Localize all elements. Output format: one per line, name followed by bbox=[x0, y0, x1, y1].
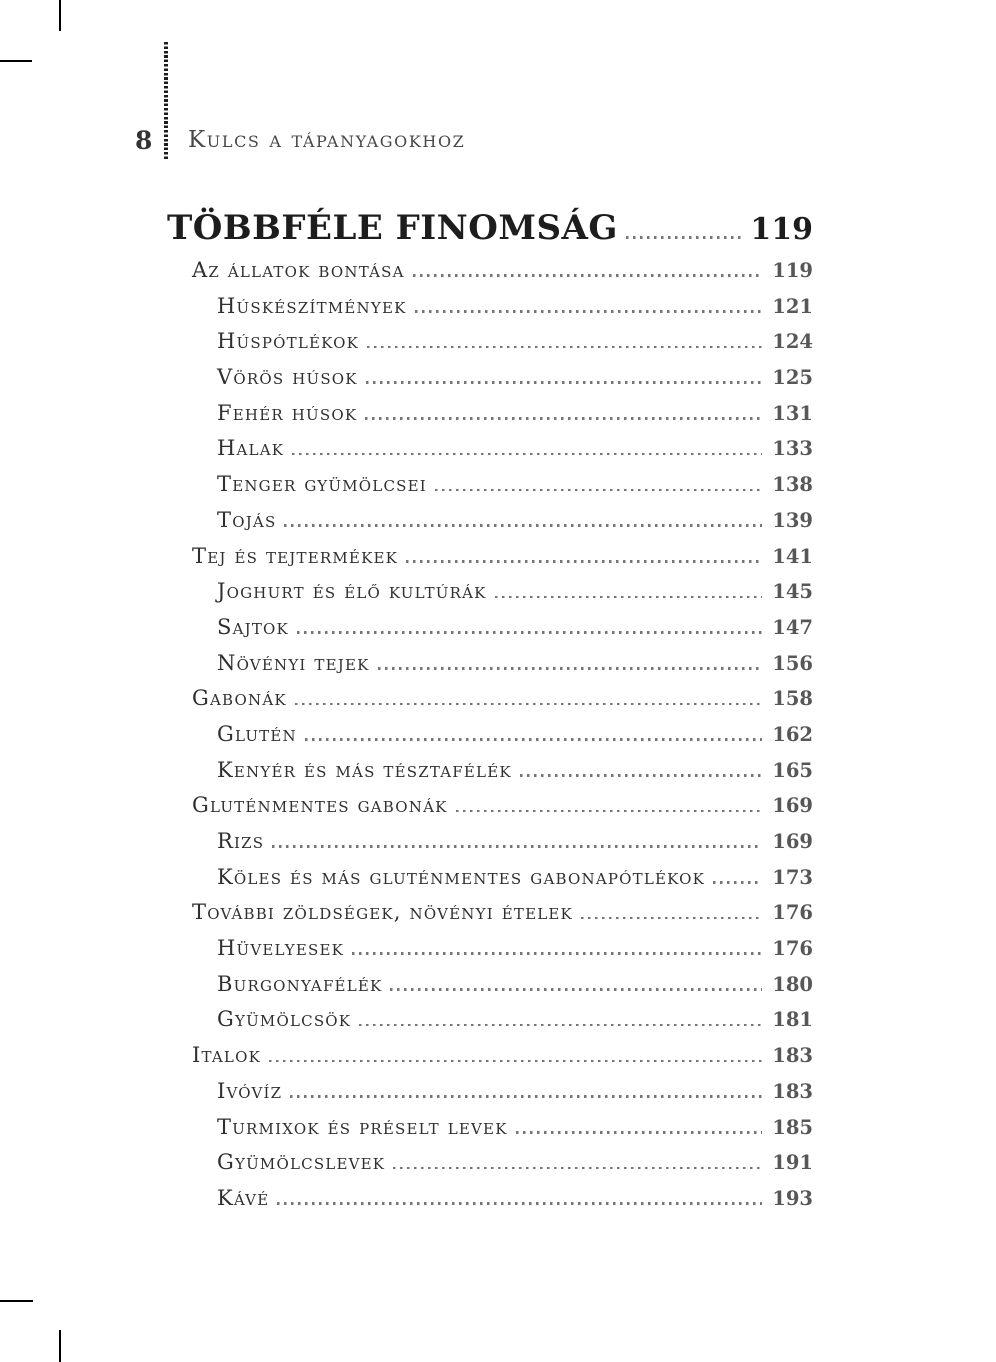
toc-entry-label: Köles és más gluténmentes gabonapótlékok bbox=[217, 864, 706, 889]
toc-entry bbox=[167, 253, 813, 289]
header-dotted-rule bbox=[164, 42, 168, 161]
toc-entry bbox=[167, 646, 813, 682]
crop-mark-top-horizontal bbox=[0, 60, 32, 62]
leader-dots bbox=[272, 845, 762, 848]
toc-entry-label: Tenger gyümölcsei bbox=[217, 472, 427, 497]
leader-dots bbox=[581, 917, 762, 920]
toc-entry-label: Hüvelyesek bbox=[217, 936, 345, 961]
leader-dots bbox=[352, 952, 762, 955]
toc-entry bbox=[167, 681, 813, 717]
leader-dots bbox=[367, 346, 762, 349]
toc-entry bbox=[167, 574, 813, 610]
toc-entry-page-number: 183 bbox=[772, 1044, 813, 1068]
toc-entry-page-number: 191 bbox=[772, 1151, 813, 1175]
toc-entry bbox=[167, 717, 813, 753]
chapter-title: TÖBBFÉLE FINOMSÁG bbox=[167, 208, 618, 248]
leader-dots bbox=[292, 453, 762, 456]
toc-entry-label: Joghurt és élő kultúrák bbox=[217, 579, 487, 604]
toc-entry-label: Gabonák bbox=[192, 686, 287, 711]
leader-dots bbox=[365, 417, 762, 420]
toc-entry bbox=[167, 967, 813, 1003]
toc-entry-page-number: 124 bbox=[772, 330, 813, 354]
leader-dots bbox=[393, 1167, 762, 1170]
leader-dots bbox=[435, 489, 762, 492]
leader-dots bbox=[495, 596, 762, 599]
toc-entry bbox=[167, 610, 813, 646]
toc-entry-label: Kenyér és más tésztafélék bbox=[217, 757, 512, 782]
leader-dots bbox=[626, 236, 743, 239]
toc-entry-page-number: 138 bbox=[772, 473, 813, 497]
toc-entry bbox=[167, 431, 813, 467]
leader-dots bbox=[366, 381, 762, 384]
crop-mark-top-vertical bbox=[59, 0, 61, 31]
toc-entry bbox=[167, 1110, 813, 1146]
toc-entry bbox=[167, 289, 813, 325]
toc-entry-page-number: 173 bbox=[772, 865, 813, 889]
toc-entry bbox=[167, 895, 813, 931]
toc-entry bbox=[167, 753, 813, 789]
toc-entry-label: Fehér húsok bbox=[217, 400, 358, 425]
toc-entry-label: Burgonyafélék bbox=[217, 971, 383, 996]
toc-entry-page-number: 169 bbox=[772, 794, 813, 818]
toc-entry-page-number: 131 bbox=[772, 401, 813, 425]
toc-entry-label: Turmixok és préselt levek bbox=[217, 1114, 508, 1139]
table-of-contents bbox=[167, 203, 813, 1217]
toc-entry-page-number: 162 bbox=[772, 722, 813, 746]
toc-entry bbox=[167, 1074, 813, 1110]
toc-entry-page-number: 141 bbox=[772, 544, 813, 568]
chapter-page-number: 119 bbox=[750, 212, 813, 247]
toc-entry bbox=[167, 788, 813, 824]
toc-entry-page-number: 181 bbox=[772, 1008, 813, 1032]
leader-dots bbox=[413, 274, 762, 277]
toc-entry bbox=[167, 503, 813, 539]
toc-entry-page-number: 169 bbox=[772, 830, 813, 853]
toc-entry-page-number: 139 bbox=[772, 508, 813, 532]
toc-entry-label: Italok bbox=[192, 1043, 261, 1068]
toc-entry-label: Gluténmentes gabonák bbox=[192, 793, 448, 818]
leader-dots bbox=[713, 881, 762, 884]
toc-entry-label: További zöldségek, növényi ételek bbox=[192, 900, 573, 925]
toc-entry-page-number: 180 bbox=[772, 972, 813, 996]
toc-entry-page-number: 165 bbox=[772, 758, 813, 782]
toc-entry bbox=[167, 860, 813, 896]
leader-dots bbox=[269, 1060, 762, 1063]
toc-entry-page-number: 145 bbox=[772, 580, 813, 604]
toc-entry-label: Vörös húsok bbox=[217, 365, 358, 390]
leader-dots bbox=[415, 310, 762, 313]
toc-entry-label: Húspótlékok bbox=[217, 329, 360, 354]
crop-mark-bottom-vertical bbox=[59, 1330, 61, 1362]
toc-entry-label: Kávé bbox=[217, 1185, 270, 1210]
toc-entry-page-number: 156 bbox=[772, 651, 813, 675]
toc-entry bbox=[167, 360, 813, 396]
toc-entry bbox=[167, 1038, 813, 1074]
toc-entry-page-number: 176 bbox=[772, 937, 813, 961]
leader-dots bbox=[305, 738, 762, 741]
toc-entry-list bbox=[167, 253, 813, 1217]
toc-entry-page-number: 119 bbox=[772, 259, 813, 282]
leader-dots bbox=[290, 1095, 762, 1098]
crop-mark-bottom-horizontal bbox=[0, 1300, 33, 1302]
toc-entry-label: Tojás bbox=[217, 507, 277, 532]
toc-entry-label: Növényi tejek bbox=[217, 650, 370, 675]
toc-entry-page-number: 185 bbox=[772, 1115, 813, 1139]
toc-entry-label: Ivóvíz bbox=[217, 1078, 283, 1103]
toc-entry-page-number: 133 bbox=[772, 437, 813, 461]
running-title: Kulcs a tápanyagokhoz bbox=[188, 127, 466, 153]
leader-dots bbox=[284, 524, 762, 527]
toc-entry-label: Halak bbox=[217, 436, 285, 461]
toc-entry-page-number: 193 bbox=[772, 1186, 813, 1210]
leader-dots bbox=[520, 774, 762, 777]
toc-entry-label: Rizs bbox=[217, 829, 265, 853]
leader-dots bbox=[516, 1131, 762, 1134]
toc-entry-page-number: 125 bbox=[772, 366, 813, 390]
toc-entry-label: Glutén bbox=[217, 721, 297, 746]
toc-entry-page-number: 147 bbox=[772, 615, 813, 639]
toc-entry-label: Húskészítmények bbox=[217, 293, 407, 318]
leader-dots bbox=[297, 631, 762, 634]
folio-page-number: 8 bbox=[135, 126, 153, 155]
toc-entry bbox=[167, 931, 813, 967]
leader-dots bbox=[277, 1202, 762, 1205]
leader-dots bbox=[456, 810, 762, 813]
toc-entry bbox=[167, 1181, 813, 1217]
toc-entry-label: Gyümölcslevek bbox=[217, 1150, 386, 1175]
toc-entry-page-number: 121 bbox=[772, 294, 813, 318]
toc-entry-label: Gyümölcsök bbox=[217, 1007, 352, 1032]
toc-entry-page-number: 176 bbox=[772, 901, 813, 925]
toc-entry-page-number: 158 bbox=[772, 687, 813, 711]
leader-dots bbox=[359, 1024, 762, 1027]
leader-dots bbox=[406, 560, 762, 563]
toc-entry bbox=[167, 1145, 813, 1181]
toc-entry bbox=[167, 824, 813, 860]
toc-entry-label: Az állatok bontása bbox=[192, 258, 405, 282]
leader-dots bbox=[390, 988, 762, 991]
toc-entry bbox=[167, 539, 813, 575]
toc-entry bbox=[167, 396, 813, 432]
toc-entry bbox=[167, 324, 813, 360]
toc-entry bbox=[167, 467, 813, 503]
leader-dots bbox=[295, 703, 762, 706]
toc-entry bbox=[167, 1002, 813, 1038]
leader-dots bbox=[378, 667, 762, 670]
toc-entry-label: Tej és tejtermékek bbox=[192, 543, 399, 568]
toc-entry-page-number: 183 bbox=[772, 1079, 813, 1103]
toc-entry-label: Sajtok bbox=[217, 614, 289, 639]
toc-chapter-title-row bbox=[167, 203, 813, 253]
